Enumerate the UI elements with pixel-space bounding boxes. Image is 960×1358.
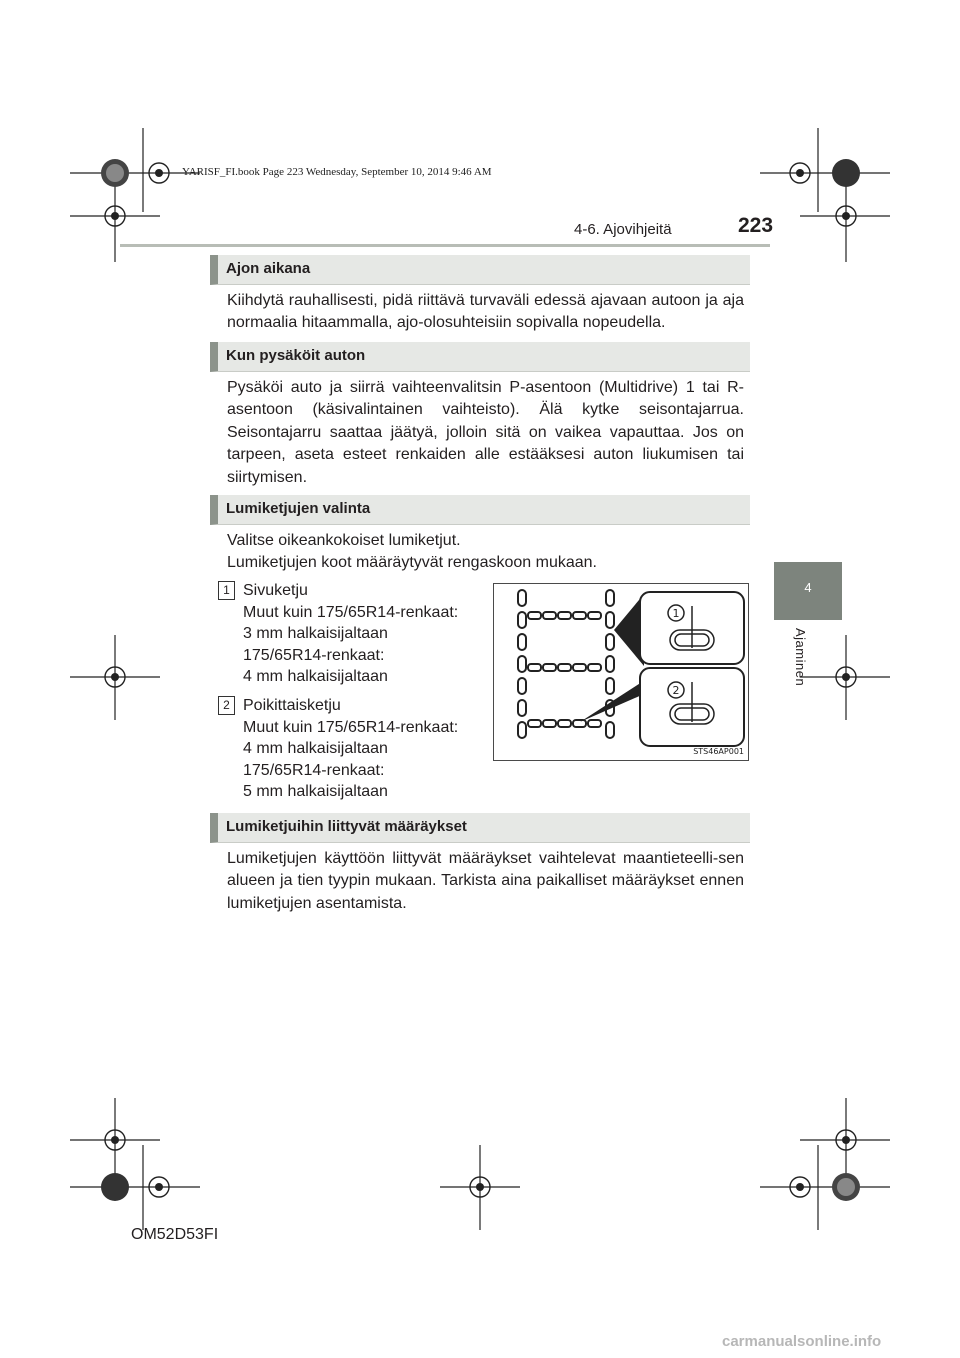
item-line: Muut kuin 175/65R14-renkaat: (243, 603, 459, 621)
snow-chain-diagram (493, 583, 749, 761)
snow-chain-illustration (494, 584, 748, 760)
item-number-2: 2 (218, 696, 235, 715)
paragraph (227, 290, 744, 335)
chapter-number: 4 (804, 580, 812, 595)
page-number: 223 (738, 214, 774, 237)
item-line: 4 mm halkaisijaltaan (243, 668, 388, 685)
callout-1: 1 (672, 607, 680, 620)
item-line: 4 mm halkaisijaltaan (243, 740, 388, 757)
list-item (243, 695, 458, 803)
section-heading-text: Lumiketjuihin liittyvät määräykset (226, 818, 467, 835)
paragraph-text: Pysäköi auto ja siirrä vaihteenvalitsin P-asentoon (Multidrive) 1 tai R-asentoon (käsivalintainen vaihteisto). Älä kytke seisontajarrua. Seisontajarru saattaa jäätyä, jolloin sitä on vaikea vapauttaa. Jos on tarpeen, aseta esteet renkaiden alle estääksesi auton liukumisen tai siirtymisen. (227, 379, 744, 486)
section-heading-text: Ajon aikana (226, 260, 311, 277)
section-heading-pysakointi (210, 342, 750, 372)
item-line: 5 mm halkaisijaltaan (243, 783, 388, 800)
paragraph-text: Lumiketjujen käyttöön liittyvät määräykset vaihtelevat maantieteelli-sen alueen ja tien tyypin mukaan. Tarkista aina paikalliset määräykset ennen lumiketjujen asentamista. (227, 850, 744, 912)
paragraph-text: Kiihdytä rauhallisesti, pidä riittävä turvaväli edessä ajavaan autoon ja aja normaalia hitaammalla, ajo-olosuhteisiin sopivalla nopeudella. (227, 292, 744, 332)
section-heading-text: Kun pysäköit auton (226, 347, 366, 364)
paragraph (227, 377, 744, 489)
callout-2: 2 (672, 684, 680, 697)
text-line: Valitse oikeankokoiset lumiketjut. (227, 532, 461, 549)
item-line: 3 mm halkaisijaltaan (243, 625, 388, 642)
section-heading-ajon-aikana (210, 255, 750, 285)
footer-code: OM52D53FI (131, 1226, 219, 1243)
watermark: carmanualsonline.info (722, 1333, 882, 1350)
section-heading-maaraykset (210, 813, 750, 843)
list-item (243, 580, 458, 688)
item-line: Muut kuin 175/65R14-renkaat: (243, 718, 459, 736)
item-line: Sivuketju (243, 582, 308, 599)
header-rule (120, 244, 770, 247)
section-header: 4-6. Ajovihjeitä (574, 221, 672, 238)
item-line: 175/65R14-renkaat: (243, 761, 385, 779)
item-line: Poikittaisketju (243, 697, 341, 714)
item-line: 175/65R14-renkaat: (243, 646, 385, 664)
text-line: Lumiketjujen koot määräytyvät rengaskoon mukaan. (227, 554, 597, 571)
paragraph (227, 848, 744, 915)
section-heading-lumiketjujen-valinta (210, 495, 750, 525)
print-info: YARISF_FI.book Page 223 Wednesday, September 10, 2014 9:46 AM (182, 166, 492, 178)
figure-code: STS46AP001 (693, 747, 744, 756)
section-heading-text: Lumiketjujen valinta (226, 500, 371, 517)
item-number-1: 1 (218, 581, 235, 600)
chapter-tab (774, 562, 842, 620)
chapter-label: Ajaminen (793, 628, 808, 687)
